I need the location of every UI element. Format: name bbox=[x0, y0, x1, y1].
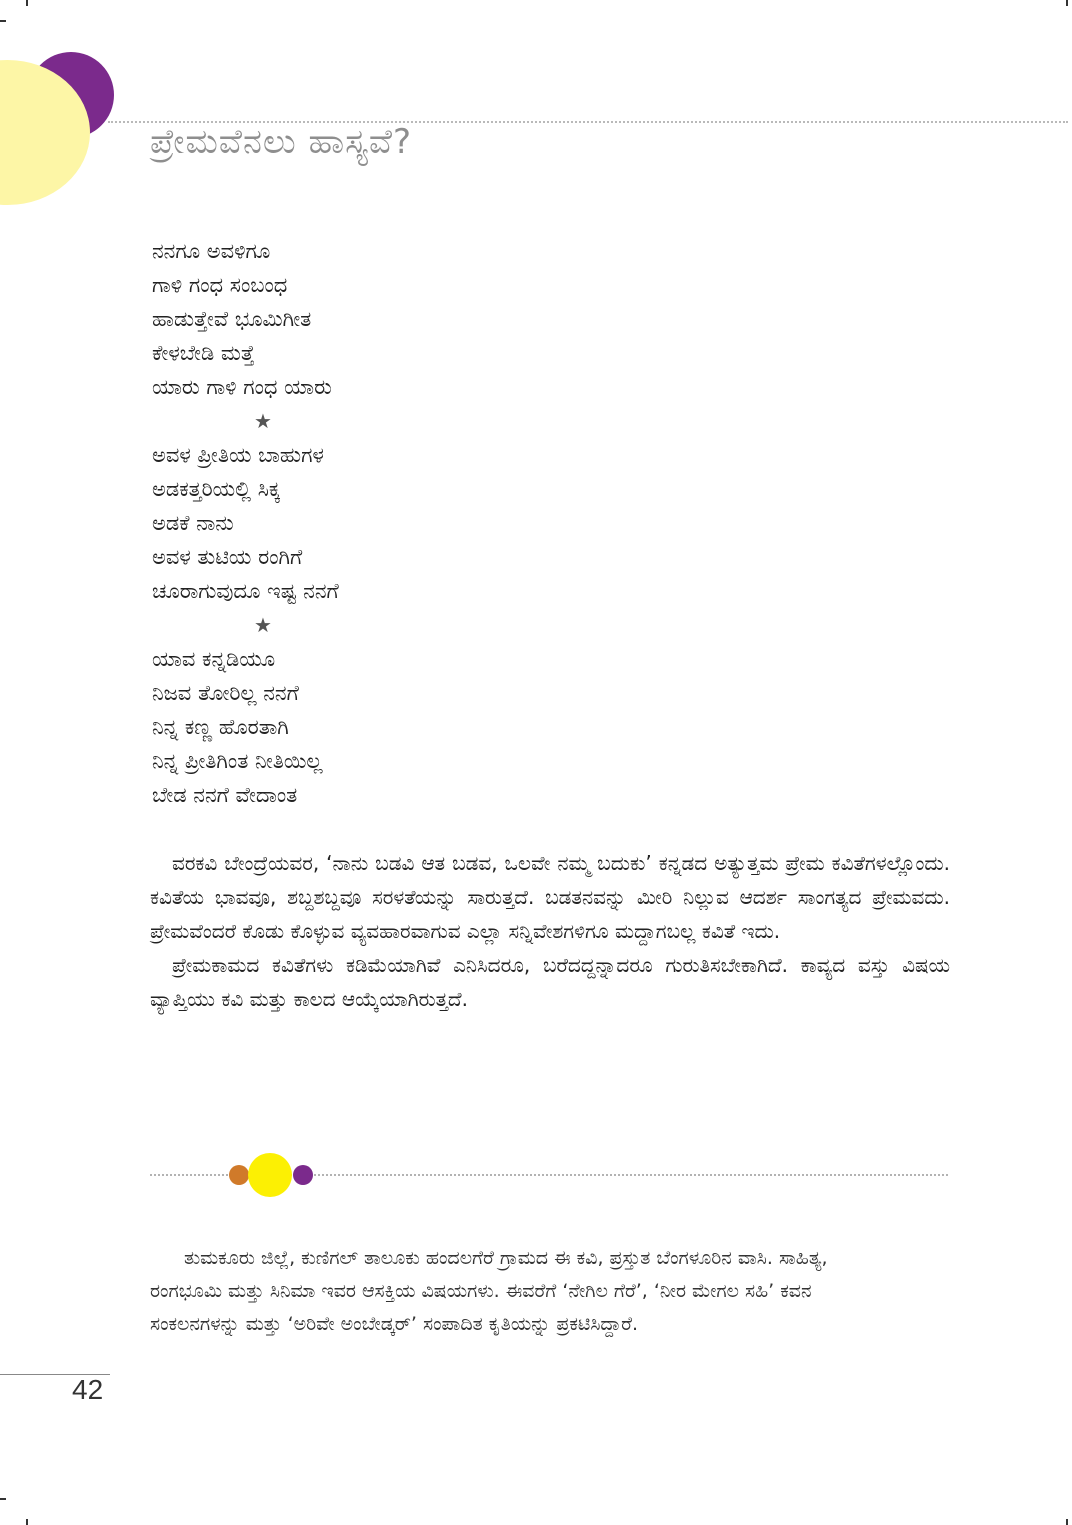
crop-mark bbox=[1066, 1519, 1068, 1525]
crop-mark bbox=[26, 0, 28, 6]
purple-dot-icon bbox=[293, 1165, 313, 1185]
poem-line: ನಿನ್ನ ಕಣ್ಣ ಹೊರತಾಗಿ bbox=[152, 715, 289, 739]
page-number: 42 bbox=[72, 1374, 104, 1405]
author-bio: ತುಮಕೂರು ಜಿಲ್ಲೆ, ಕುಣಿಗಲ್ ತಾಲೂಕು ಹಂದಲಗೆರೆ ಗ್ರಾಮದ ಈ ಕವಿ, ಪ್ರಸ್ತುತ ಬೆಂಗಳೂರಿನ ವಾಸಿ. ಸಾಹಿತ್ಯ, ರಂಗಭೂಮಿ ಮತ್ತು ಸಿನಿಮಾ ಇವರ ಆಸಕ್ತಿಯ ವಿಷಯಗಳು. ಈವರೆಗೆ ‘ನೇಗಿಲ ಗೆರೆ’, ‘ನೀರ ಮೇಗಲ ಸಹಿ’ ಕವನ ಸಂಕಲನಗಳನ್ನು ಮತ್ತು ‘ಅರಿವೇ ಅಂಬೇಡ್ಕರ್’ ಸಂಪಾದಿತ ಕೃತಿಯನ್ನು ಪ್ರಕಟಿಸಿದ್ದಾರೆ. bbox=[150, 1247, 828, 1335]
section-divider bbox=[150, 1153, 948, 1197]
crop-mark bbox=[26, 1519, 28, 1525]
poem-title: ಪ್ರೇಮವೆನಲು ಹಾಸ್ಯವೆ? bbox=[150, 122, 413, 162]
poem bbox=[152, 234, 552, 812]
poem-line: ಹಾಡುತ್ತೇವೆ ಭೂಮಿಗೀತ bbox=[152, 307, 312, 331]
poem-line: ನನಗೂ ಅವಳಿಗೂ bbox=[152, 239, 271, 263]
poem-line: ಯಾವ ಕನ್ನಡಿಯೂ bbox=[152, 647, 276, 671]
poem-line: ಯಾರು ಗಾಳಿ ಗಂಧ ಯಾರು bbox=[152, 375, 332, 399]
crop-mark bbox=[0, 20, 6, 22]
poem-line: ಅಡಕೆ ನಾನು bbox=[152, 511, 234, 535]
commentary-paragraph: ವರಕವಿ ಬೇಂದ್ರೆಯವರ, ‘ನಾನು ಬಡವಿ ಆತ ಬಡವ, ಒಲವೇ ನಮ್ಮ ಬದುಕು’ ಕನ್ನಡದ ಅತ್ಯುತ್ತಮ ಪ್ರೇಮ ಕವಿತೆಗಳಲ್ಲೊಂದು. ಕವಿತೆಯ ಭಾವವೂ, ಶಬ್ದಶಬ್ದವೂ ಸರಳತೆಯನ್ನು ಸಾರುತ್ತದೆ. ಬಡತನವನ್ನು ಮೀರಿ ನಿಲ್ಲುವ ಆದರ್ಶ ಸಾಂಗತ್ಯದ ಪ್ರೇಮವದು. ಪ್ರೇಮವೆಂದರೆ ಕೊಡು ಕೊಳ್ಳುವ ವ್ಯವಹಾರವಾಗುವ ಎಲ್ಲಾ ಸನ್ನಿವೇಶಗಳಿಗೂ ಮದ್ದಾಗಬಲ್ಲ ಕವಿತೆ ಇದು. bbox=[150, 851, 950, 943]
star-separator-icon: ★ bbox=[254, 613, 272, 637]
commentary-paragraph: ಪ್ರೇಮಕಾಮದ ಕವಿತೆಗಳು ಕಡಿಮೆಯಾಗಿವೆ ಎನಿಸಿದರೂ, ಬರೆದದ್ದನ್ನಾದರೂ ಗುರುತಿಸಬೇಕಾಗಿದೆ. ಕಾವ್ಯದ ವಸ್ತು ವಿಷಯ ವ್ಯಾಪ್ತಿಯು ಕವಿ ಮತ್ತು ಕಾಲದ ಆಯ್ಕೆಯಾಗಿರುತ್ತದೆ. bbox=[150, 953, 950, 1011]
poem-line: ಗಾಳಿ ಗಂಧ ಸಂಬಂಧ bbox=[152, 273, 288, 297]
poem-line: ನಿಜವ ತೋರಿಲ್ಲ ನನಗೆ bbox=[152, 681, 299, 705]
poem-line: ಬೇಡ ನನಗೆ ವೇದಾಂತ bbox=[152, 783, 298, 807]
poem-line: ಕೇಳಬೇಡಿ ಮತ್ತೆ bbox=[152, 341, 255, 365]
yellow-dot-icon bbox=[248, 1153, 292, 1197]
orange-dot-icon bbox=[229, 1165, 249, 1185]
poem-line: ಚೂರಾಗುವುದೂ ಇಷ್ಟ ನನಗೆ bbox=[152, 579, 339, 603]
poem-line: ನಿನ್ನ ಪ್ರೀತಿಗಿಂತ ನೀತಿಯಿಲ್ಲ bbox=[152, 749, 323, 773]
star-separator-icon: ★ bbox=[254, 409, 272, 433]
crop-mark bbox=[0, 1498, 6, 1500]
crop-mark bbox=[1066, 0, 1068, 6]
poem-line: ಅಡಕತ್ತರಿಯಲ್ಲಿ ಸಿಕ್ಕ bbox=[152, 477, 281, 501]
poem-line: ಅವಳ ಪ್ರೀತಿಯ ಬಾಹುಗಳ bbox=[152, 443, 324, 467]
poem-line: ಅವಳ ತುಟಿಯ ರಂಗಿಗೆ bbox=[152, 545, 303, 569]
commentary bbox=[150, 846, 950, 1016]
